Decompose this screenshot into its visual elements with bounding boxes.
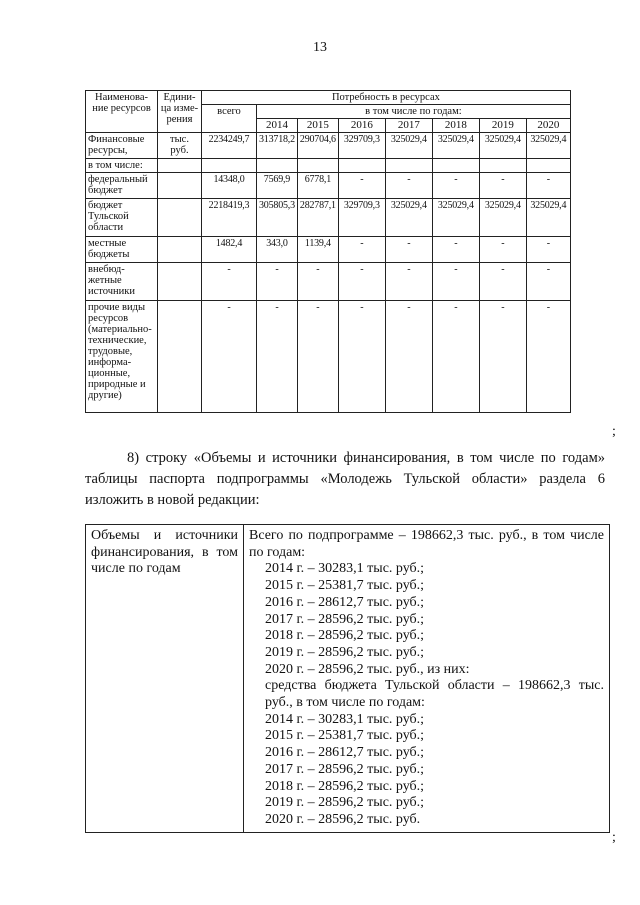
page-number: 13 [313,40,327,55]
table-row [86,133,571,159]
row-name: федеральный бюджет [86,173,158,199]
row-value [257,159,298,173]
row-value: - [479,301,526,413]
table-row [86,237,571,263]
header-year-2014: 2014 [257,119,298,133]
financing-line: 2020 г. – 28596,2 тыс. руб., из них: [265,661,470,677]
financing-line: 2019 г. – 28596,2 тыс. руб.; [265,795,425,811]
row-value: - [526,173,570,199]
row-unit [158,159,202,173]
financing-line: 2016 г. – 28612,7 тыс. руб.; [265,745,425,761]
row-value: - [432,237,479,263]
row-value: - [385,263,432,301]
row-value: 329709,3 [338,133,385,159]
financing-row [86,525,610,833]
table-row [86,263,571,301]
resource-table [85,90,571,413]
row-value: - [526,263,570,301]
header-by-years: в том числе по годам: [257,105,571,119]
row-value: 343,0 [257,237,298,263]
financing-line: 2017 г. – 28596,2 тыс. руб.; [265,761,425,777]
financing-line: 2018 г. – 28596,2 тыс. руб.; [265,628,425,644]
financing-line: 2020 г. – 28596,2 тыс. руб. [265,811,421,827]
financing-line: 2016 г. – 28612,7 тыс. руб.; [265,594,425,610]
row-name: бюджет Тульской области [86,199,158,237]
row-name: местные бюджеты [86,237,158,263]
financing-line: 2015 г. – 25381,7 тыс. руб.; [265,578,425,594]
instruction-paragraph [85,448,605,511]
row-value: - [257,301,298,413]
financing-lines [244,525,610,833]
row-value: - [526,237,570,263]
financing-table [85,524,610,833]
financing-line: Всего по подпрограмме – 198662,3 тыс. руб., в том числе по годам: [249,528,604,560]
row-unit [158,199,202,237]
row-value: - [385,173,432,199]
row-value: 325029,4 [479,133,526,159]
table-row [86,159,571,173]
row-value: 325029,4 [432,199,479,237]
row-value: - [338,301,385,413]
row-unit [158,237,202,263]
header-name: Наименова-ние ресурсов [86,91,158,133]
financing-line: 2014 г. – 30283,1 тыс. руб.; [265,711,425,727]
table-row [86,199,571,237]
row-value: 282787,1 [297,199,338,237]
row-total: 1482,4 [202,237,257,263]
financing-line: 2014 г. – 30283,1 тыс. руб.; [265,561,425,577]
header-year-2015: 2015 [297,119,338,133]
row-unit [158,173,202,199]
row-unit: тыс. руб. [158,133,202,159]
row-total: 2218419,3 [202,199,257,237]
row-value: - [432,263,479,301]
row-value: 1139,4 [297,237,338,263]
row-value: - [479,263,526,301]
row-name: прочие виды ресурсов (материально-технические, трудовые, информа-ционные, природные и другие) [86,301,158,413]
row-unit [158,301,202,413]
resource-table-body [86,91,571,413]
row-total: - [202,301,257,413]
row-value: 325029,4 [385,133,432,159]
header-year-2019: 2019 [479,119,526,133]
row-name: в том числе: [86,159,158,173]
header-year-2016: 2016 [338,119,385,133]
row-value [338,159,385,173]
row-value: - [338,263,385,301]
row-total: 2234249,7 [202,133,257,159]
row-value: - [257,263,298,301]
header-year-2020: 2020 [526,119,570,133]
row-value: - [432,173,479,199]
financing-line: 2015 г. – 25381,7 тыс. руб.; [265,728,425,744]
row-value: - [432,301,479,413]
header-unit: Едини-ца изме-рения [158,91,202,133]
financing-label: Объемы и источники финансирования, в том числе по годам [86,525,244,833]
row-unit [158,263,202,301]
table-trailing-semicolon: ; [612,424,616,439]
row-value: - [338,237,385,263]
financing-line: 2018 г. – 28596,2 тыс. руб.; [265,778,425,794]
row-value: - [385,301,432,413]
row-value [385,159,432,173]
row-value [432,159,479,173]
row-value [526,159,570,173]
row-value: - [479,237,526,263]
row-value: - [526,301,570,413]
row-value: 290704,6 [297,133,338,159]
row-name: Финансовые ресурсы, [86,133,158,159]
header-need: Потребность в ресурсах [202,91,571,105]
header-total: всего [202,105,257,133]
row-value: 329709,3 [338,199,385,237]
row-value: - [297,301,338,413]
row-value: - [297,263,338,301]
row-total: - [202,263,257,301]
table-row [86,301,571,413]
instruction-text: 8) строку «Объемы и источники финансирования, в том числе по годам» таблицы паспорта подпрограммы «Молодежь Тульской области» раздела 6 изложить в новой редакции: [85,450,605,508]
row-name: внебюд-жетные источники [86,263,158,301]
table-row [86,173,571,199]
row-value: - [338,173,385,199]
financing-trailing-semicolon: ; [612,830,616,845]
row-value: - [385,237,432,263]
row-value [297,159,338,173]
header-year-2018: 2018 [432,119,479,133]
row-value: 6778,1 [297,173,338,199]
row-value [479,159,526,173]
row-value: 305805,3 [257,199,298,237]
financing-line: средства бюджета Тульской области – 198662,3 тыс. руб., в том числе по годам: [265,678,604,711]
header-year-2017: 2017 [385,119,432,133]
row-value: 313718,2 [257,133,298,159]
row-value: 325029,4 [526,133,570,159]
row-total [202,159,257,173]
row-value: 325029,4 [432,133,479,159]
row-value: 325029,4 [479,199,526,237]
header-row-1 [86,91,571,105]
financing-line: 2019 г. – 28596,2 тыс. руб.; [265,644,425,660]
row-value: - [479,173,526,199]
row-value: 325029,4 [385,199,432,237]
row-value: 325029,4 [526,199,570,237]
row-total: 14348,0 [202,173,257,199]
row-value: 7569,9 [257,173,298,199]
financing-line: 2017 г. – 28596,2 тыс. руб.; [265,611,425,627]
